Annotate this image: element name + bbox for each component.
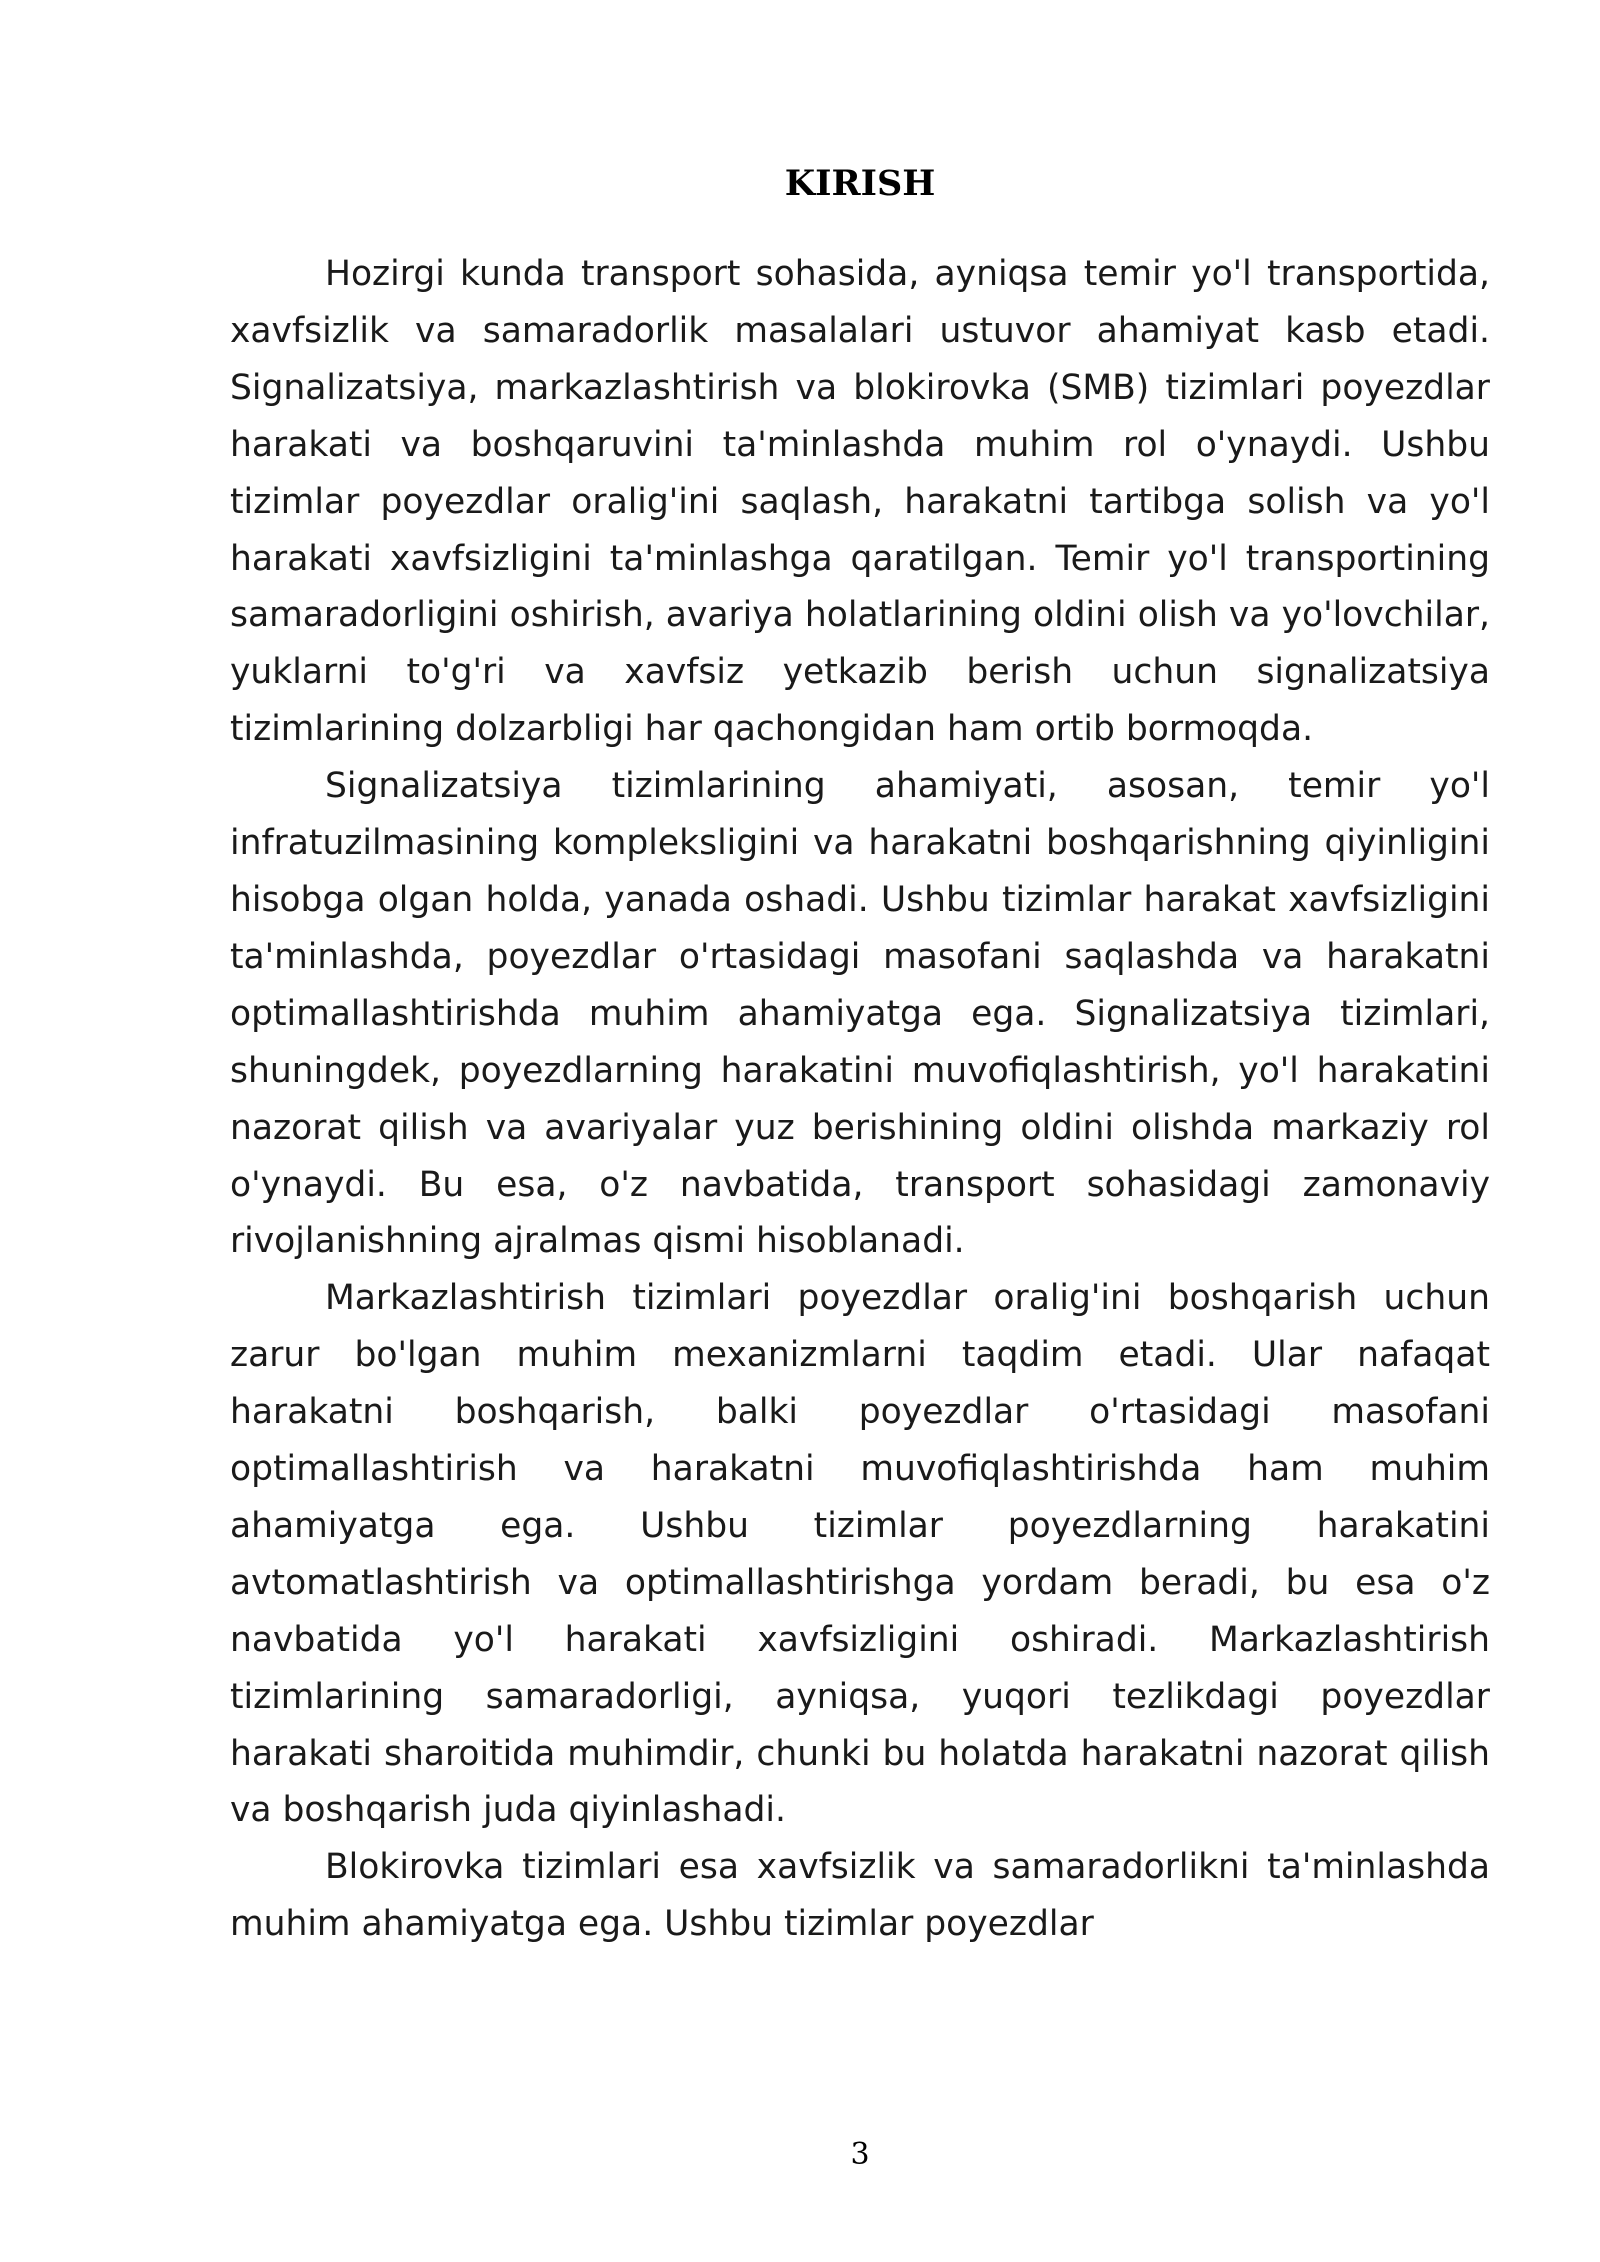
paragraph: Blokirovka tizimlari esa xavfsizlik va samaradorlikni ta'minlashda muhim ahamiyatga ega. Ushbu tizimlar poyezdlar xyxy=(230,1847,1490,1945)
paragraph: Signalizatsiya tizimlarining ahamiyati, asosan, temir yo'l infratuzilmasining kompleksligini va harakatni boshqarishning qiyinligini hisobga olgan holda, yanada oshadi. Ushbu tizimlar harakat xavfsizligini ta'minlashda, poyezdlar o'rtasidagi masofani saqlashda va harakatni optimallashtirishda muhim ahamiyatga ega. Signalizatsiya tizimlari, shuningdek, poyezdlarning harakatini muvofiqlashtirish, yo'l harakatini nazorat qilish va avariyalar yuz berishining oldini olishda markaziy rol o'ynaydi. Bu esa, o'z navbatida, transport sohasidagi zamonaviy rivojlanishning ajralmas qismi hisoblanadi. xyxy=(230,766,1490,1262)
section-title: KIRISH xyxy=(784,163,936,204)
page-number: 3 xyxy=(850,2137,870,2172)
paragraph: Markazlashtirish tizimlari poyezdlar oralig'ini boshqarish uchun zarur bo'lgan muhim mexanizmlarni taqdim etadi. Ular nafaqat harakatni boshqarish, balki poyezdlar o'rtasidagi masofani optimallashtirish va harakatni muvofiqlashtirishda ham muhim ahamiyatga ega. Ushbu tizimlar poyezdlarning harakatini avtomatlashtirish va optimallashtirishga yordam beradi, bu esa o'z navbatida yo'l harakati xavfsizligini oshiradi. Markazlashtirish tizimlarining samaradorligi, ayniqsa, yuqori tezlikdagi poyezdlar harakati sharoitida muhimdir, chunki bu holatda harakatni nazorat qilish va boshqarish juda qiyinlashadi. xyxy=(230,1278,1490,1831)
body-text xyxy=(230,246,1490,1953)
paragraph: Hozirgi kunda transport sohasida, ayniqsa temir yo'l transportida, xavfsizlik va samaradorlik masalalari ustuvor ahamiyat kasb etadi. Signalizatsiya, markazlashtirish va blokirovka (SMB) tizimlari poyezdlar harakati va boshqaruvini ta'minlashda muhim rol o'ynaydi. Ushbu tizimlar poyezdlar oralig'ini saqlash, harakatni tartibga solish va yo'l harakati xavfsizligini ta'minlashga qaratilgan. Temir yo'l transportining samaradorligini oshirish, avariya holatlarining oldini olish va yo'lovchilar, yuklarni to'g'ri va xavfsiz yetkazib berish uchun signalizatsiya tizimlarining dolzarbligi har qachongidan ham ortib bormoqda. xyxy=(230,254,1490,750)
